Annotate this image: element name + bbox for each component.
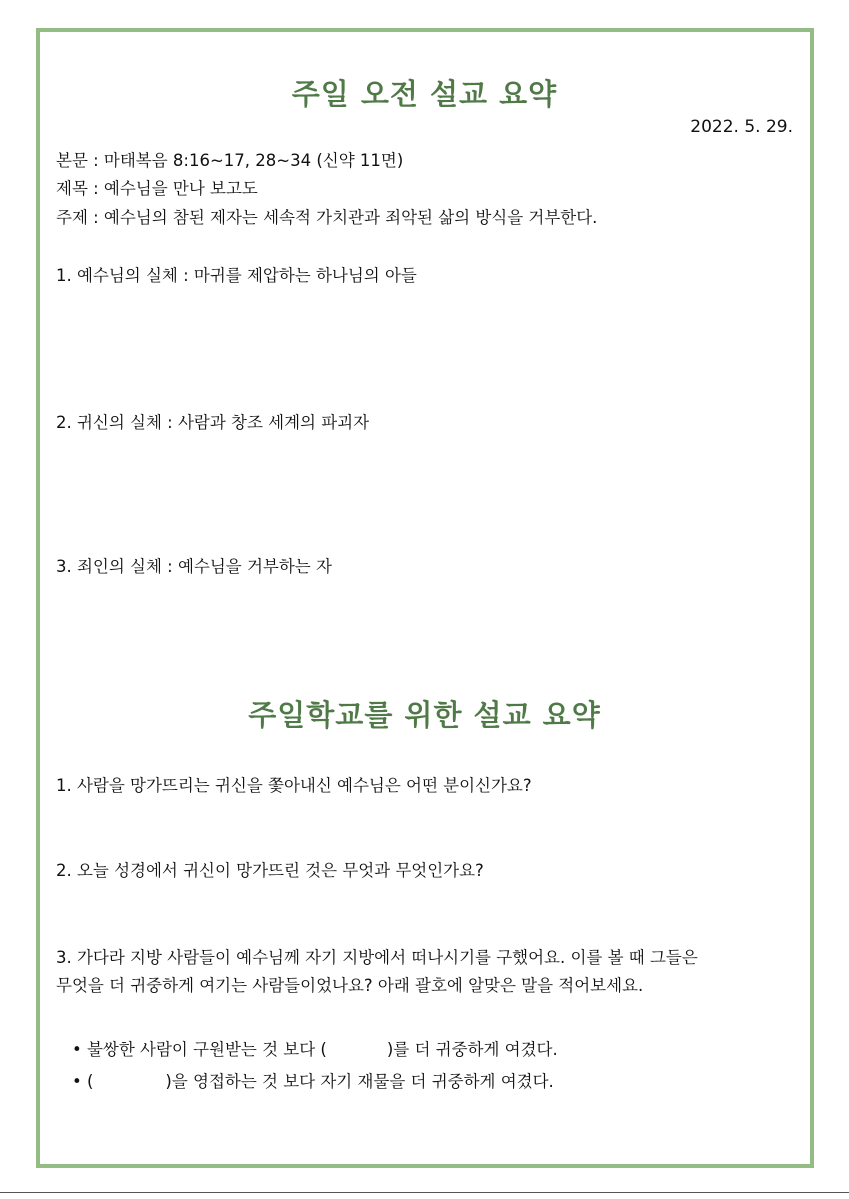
bullet-text-after: )을 영접하는 것 보다 자기 재물을 더 귀중하게 여겼다.: [165, 1072, 554, 1091]
bullet-marker: •: [72, 1040, 82, 1059]
point-2: 2. 귀신의 실체 : 사람과 창조 세계의 파괴자: [56, 413, 370, 432]
sunday-school-title: 주일학교를 위한 설교 요약: [248, 698, 601, 732]
question-1: 1. 사람을 망가뜨리는 귀신을 쫓아내신 예수님은 어떤 분이신가요?: [56, 776, 532, 795]
morning-sermon-title: 주일 오전 설교 요약: [291, 77, 558, 111]
question-2: 2. 오늘 성경에서 귀신이 망가뜨린 것은 무엇과 무엇인가요?: [56, 861, 484, 880]
bullet-text-before: (: [86, 1072, 94, 1091]
sermon-date: 2022. 5. 29.: [690, 117, 793, 137]
theme-line: 주제 : 예수님의 참된 제자는 세속적 가치관과 죄악된 삶의 방식을 거부한다.: [56, 208, 598, 227]
bullet-marker: •: [72, 1072, 82, 1091]
bullet-text-after: )를 더 귀중하게 여겼다.: [386, 1040, 558, 1059]
subject-line: 제목 : 예수님을 만나 보고도: [56, 179, 258, 198]
question-3-line-2: 무엇을 더 귀중하게 여기는 사람들이었나요? 아래 괄호에 알맞은 말을 적어보세요.: [56, 976, 644, 995]
page-bottom-divider: [0, 1192, 849, 1193]
point-3: 3. 죄인의 실체 : 예수님을 거부하는 자: [56, 557, 332, 576]
question-3-line-1: 3. 가다라 지방 사람들이 예수님께 자기 지방에서 떠나시기를 구했어요. 이를 볼 때 그들은: [56, 948, 698, 967]
point-1: 1. 예수님의 실체 : 마귀를 제압하는 하나님의 아들: [56, 266, 417, 285]
fill-in-bullet-1: [72, 1036, 558, 1060]
fill-in-bullet-2: [72, 1068, 554, 1092]
bullet-text-before: 불쌍한 사람이 구원받는 것 보다 (: [86, 1040, 327, 1059]
scripture-line: 본문 : 마태복음 8:16~17, 28~34 (신약 11면): [56, 151, 404, 170]
page-border: [36, 28, 814, 1168]
